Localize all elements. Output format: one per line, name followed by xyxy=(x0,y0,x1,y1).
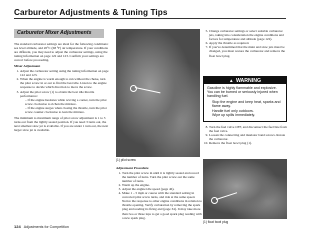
mixer-substep: – If the engine hesitates while revving a corner, turn the pilot screw clockwise to richen the mixture. xyxy=(25,98,110,106)
tuning-step: 7. If you've determined that the main and slow jets must be changed, you must restore the carburetor and remove the float bowl plug. xyxy=(209,45,287,57)
closing-paragraph: The minimum to maximum range of pilot screw adjustment is 1 to 3 turns out from the lightly seated position. If you need 3 turns out, the next smallest slow jet is available. If you are under 1 turn out, the next larger slow jet is available. xyxy=(14,116,109,133)
warning-bullet: • Handle fuel only outdoors. xyxy=(212,109,283,113)
warning-body xyxy=(204,84,286,119)
drain-step: 8. Turn the fuel valve OFF, and disconnect the fuel line from the fuel valve. xyxy=(209,125,287,133)
pilot-screw-photo xyxy=(116,29,200,157)
column-right xyxy=(203,29,287,60)
mixer-heading: Mixer Adjustment xyxy=(14,64,41,69)
float-bowl-photo xyxy=(203,159,287,219)
warning-text: Gasoline is highly flammable and explosive. You can be burned or seriously injured when handling fuel. xyxy=(207,86,278,99)
section-title: Carburetor Mixer Adjustments xyxy=(14,29,104,38)
mixer-substeps xyxy=(20,98,110,114)
column-middle xyxy=(116,166,202,222)
tuning-steps xyxy=(203,29,287,58)
title-rule xyxy=(14,18,286,19)
procedure-heading: Adjustment Procedure xyxy=(116,166,149,170)
page-title: Carburetor Adjustments & Tuning Tips xyxy=(14,8,168,17)
drain-steps xyxy=(203,125,287,145)
callout-marker xyxy=(130,85,137,92)
column-right-lower xyxy=(203,125,287,147)
mixer-step xyxy=(20,90,110,115)
mixer-substep: – If the engine surges when closing the throttle, turn the pilot screw counter clockwise to lean the mixture. xyxy=(25,106,110,114)
mixer-step: 2. When the engine is warm enough to run without the choke, turn the pilot screw in or out to find the best idle. Listen to the engine response to decide which direction to move the screw. xyxy=(20,77,110,89)
column-left xyxy=(14,42,110,134)
warning-bullets xyxy=(207,100,283,117)
tuning-step: 6. Apply the throttle as required. xyxy=(209,41,287,45)
callout-leader xyxy=(216,192,237,199)
warning-bullet: • Stop the engine and keep heat, sparks and flame away. xyxy=(212,100,283,108)
mixer-step-text: Adjust the pilot screw (1) to obtain the best idle throttle performance: xyxy=(20,89,95,98)
procedure-step: 3. Adjust the engine idle speed (page 46). xyxy=(122,187,202,191)
page-number: 124 xyxy=(14,224,21,229)
mixer-steps xyxy=(14,69,110,114)
callout-leader xyxy=(135,87,161,93)
figure-caption-2: (1) float bowl plug xyxy=(203,220,229,224)
warning-header xyxy=(204,77,286,84)
warning-bullet: • Wipe up spills immediately. xyxy=(212,113,283,117)
page-footer xyxy=(14,224,69,229)
figure-caption-1: (1) pilot screw xyxy=(116,158,136,162)
warning-box xyxy=(203,76,287,122)
warning-triangle-icon: ▲ xyxy=(228,78,234,83)
drain-step: 9. Loosen the connecting and insulator band screws. Rotate the carburetor. xyxy=(209,133,287,141)
mixer-step: 1. Adjust the carburetor setting using the tuning information on page 122 and 123. xyxy=(20,69,110,77)
intro-paragraph: The standard carburetor settings are ideal for the following conditions: sea level altitude, and 20°C (68 °F) air temperature. If your conditions are different, you may need to adjust the carburetor settings, using the tuning information on page 122 and 123. Confirm your settings are correct before proceeding. xyxy=(14,42,109,63)
drain-step: 10. Remove the float bowl plug (1). xyxy=(209,141,287,145)
procedure-step: 2. Warm up the engine. xyxy=(122,183,202,187)
tuning-step: 5. Change carburetor settings or select suitable carburetor jets, taking into consideration the engine conditions and factors for temperature and altitude (page 122). xyxy=(209,29,287,41)
procedure-step: 4. Make 1 – 5 mph or course with the standard setting in corrected pilot screw turns, and ride at the same speed. Notice the response to other engine conditions in relation to throttle opening. Verify carburetion by removing the spark plug and reading its firing end (page 34). It may take more than two or three laps to get a good spark plug reading with a new spark plug. xyxy=(122,191,202,220)
procedure-steps xyxy=(116,171,202,220)
warning-label: WARNING xyxy=(235,78,262,84)
procedure-step: 1. Turn the pilot screw in until it is lightly seated and record the number of turns. Turn the pilot screw out the same number of turns. xyxy=(122,171,202,183)
footer-section: Adjustments for Competition xyxy=(23,225,69,229)
